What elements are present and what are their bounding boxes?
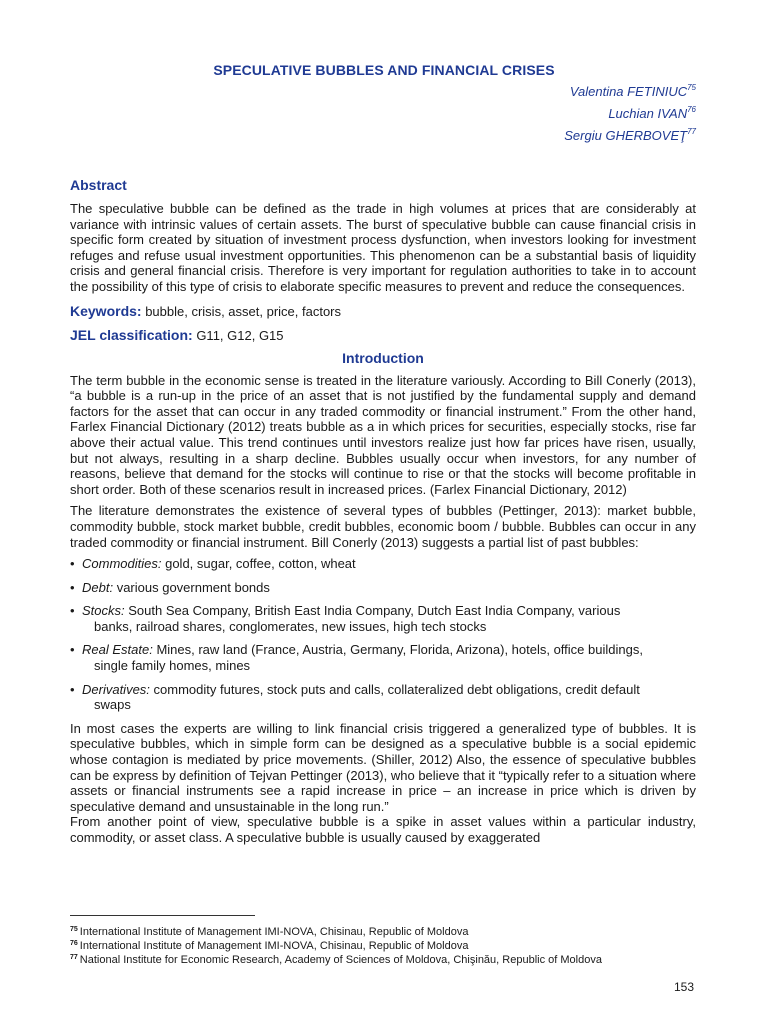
item-text: South Sea Company, British East India Company, Dutch East India Company, various	[124, 603, 621, 619]
list-item	[70, 682, 696, 713]
bullet-icon: •	[70, 642, 75, 658]
list-item	[70, 556, 696, 572]
author-footnote-ref[interactable]: 76	[687, 105, 696, 114]
item-label: Stocks:	[82, 603, 125, 619]
bullet-icon: •	[70, 681, 75, 697]
footnote-number: 76	[70, 940, 78, 947]
footnote-number: 75	[70, 926, 78, 933]
item-label: Derivatives:	[82, 681, 150, 697]
item-text: commodity futures, stock puts and calls, collateralized debt obligations, credit default	[149, 681, 640, 697]
footnote-number: 77	[70, 954, 78, 961]
main-content	[70, 201, 696, 846]
list-item	[70, 603, 696, 634]
introduction-heading: Introduction	[342, 349, 424, 366]
item-text: Mines, raw land (France, Austria, Germany, Florida, Arizona), hotels, office buildings,	[152, 642, 643, 658]
item-label: Real Estate:	[82, 642, 153, 658]
author-footnote-ref[interactable]: 77	[687, 127, 696, 136]
bullet-icon: •	[70, 556, 75, 572]
item-text-cont: banks, railroad shares, conglomerates, new issues, high tech stocks	[94, 618, 487, 634]
abstract-text: The speculative bubble can be defined as the trade in high volumes at prices that are considerably at variance with intrinsic values of certain assets. The burst of speculative bubble can cause financial crisis in specific form created by situation of investment process dysfunction, when investors looking for investment refuges and refuse usual investment opportunities. This phenomenon can be a substantial basis of liquidity crisis and general financial crisis. Therefore is very important for regulation authorities to take in to account the possibility of this type of crisis to elaborate specific measures to prevent and reduce the consequences.	[70, 201, 696, 294]
footnote	[70, 925, 710, 939]
item-label: Debt:	[82, 579, 114, 595]
author-name: Sergiu GHERBOVEŢ	[564, 128, 688, 143]
keywords-value: bubble, crisis, asset, price, factors	[145, 303, 342, 319]
list-item	[70, 580, 696, 596]
item-label: Commodities	[82, 556, 158, 572]
jel-label: JEL classification:	[70, 326, 193, 343]
item-text-cont: single family homes, mines	[94, 658, 251, 674]
author-3	[396, 127, 696, 149]
paper-title: SPECULATIVE BUBBLES AND FINANCIAL CRISES	[213, 62, 555, 78]
jel-value: G11, G12, G15	[196, 327, 284, 343]
item-text: various government bonds	[113, 579, 270, 595]
list-item	[70, 642, 696, 673]
item-text: gold, sugar, coffee, cotton, wheat	[161, 556, 356, 572]
keywords-label: Keywords:	[70, 302, 142, 319]
author-2	[396, 105, 696, 127]
keywords-line	[70, 303, 696, 319]
bullet-icon: •	[70, 579, 75, 595]
item-label-sep: :	[157, 556, 162, 572]
footnote	[70, 953, 710, 967]
intro-paragraph-2: The literature demonstrates the existence of several types of bubbles (Pettinger, 2013): market bubble, commodity bubble, stock market bubble, credit bubbles, economic boom / bubble. Bubbles can occur in any traded commodity or financial instrument. Bill Conerly (2013) suggests a partial list of past bubbles:	[70, 503, 696, 550]
bullet-icon: •	[70, 603, 75, 619]
footnote-divider	[70, 915, 255, 916]
footnote-text: International Institute of Management IMI-NOVA, Chisinau, Republic of Moldova	[79, 940, 469, 952]
footnote	[70, 939, 710, 953]
page-number: 153	[673, 980, 694, 994]
intro-paragraph-4: From another point of view, speculative bubble is a spike in asset values within a particular industry, commodity, or asset class. A speculative bubble is usually caused by exaggerated	[70, 814, 696, 845]
author-1	[396, 83, 696, 105]
author-name: Luchian IVAN	[608, 106, 688, 121]
author-list	[396, 83, 696, 149]
abstract-heading: Abstract	[70, 177, 127, 193]
jel-line	[70, 327, 696, 343]
past-bubbles-list	[70, 556, 696, 713]
author-footnote-ref[interactable]: 75	[687, 83, 696, 92]
footnote-text: International Institute of Management IMI-NOVA, Chisinau, Republic of Moldova	[79, 926, 469, 938]
intro-paragraph-1: The term bubble in the economic sense is treated in the literature variously. According to Bill Conerly (2013), “a bubble is a run-up in the price of an asset that is not justified by the fundamental supply and demand factors for the asset that can occur in any traded commodity or financial instrument.” From the other hand, Farlex Financial Dictionary (2012) treats bubble as a in which prices for securities, especially stocks, rise far above their actual value. This trend continues until investors realize just how far prices have risen, usually, but not always, resulting in a sharp decline. Bubbles usually occur when investors, for any number of reasons, believe that demand for the stocks will continue to rise or that the stocks will become profitable in short order. Both of these scenarios result in increased prices. (Farlex Financial Dictionary, 2012)	[70, 372, 696, 497]
item-text-cont: swaps	[94, 697, 131, 713]
footnotes	[70, 925, 710, 967]
author-name: Valentina FETINIUC	[569, 84, 688, 99]
intro-paragraph-3: In most cases the experts are willing to link financial crisis triggered a generalized type of bubbles. It is speculative bubbles, which in simple form can be designed as a speculative bubble is a social epidemic whose contagion is mediated by price movements. (Shiller, 2012) Also, the essence of speculative bubbles can be express by definition of Tejvan Pettinger (2013), who believe that it “typically refer to a situation where assets or financial instruments see a rapid increase in price – an increase in price which is driven by speculative demand and unsustainable in the long run.”	[70, 720, 696, 814]
footnote-text: National Institute for Economic Research, Academy of Sciences of Moldova, Chişinău, Republic of Moldova	[79, 954, 602, 966]
